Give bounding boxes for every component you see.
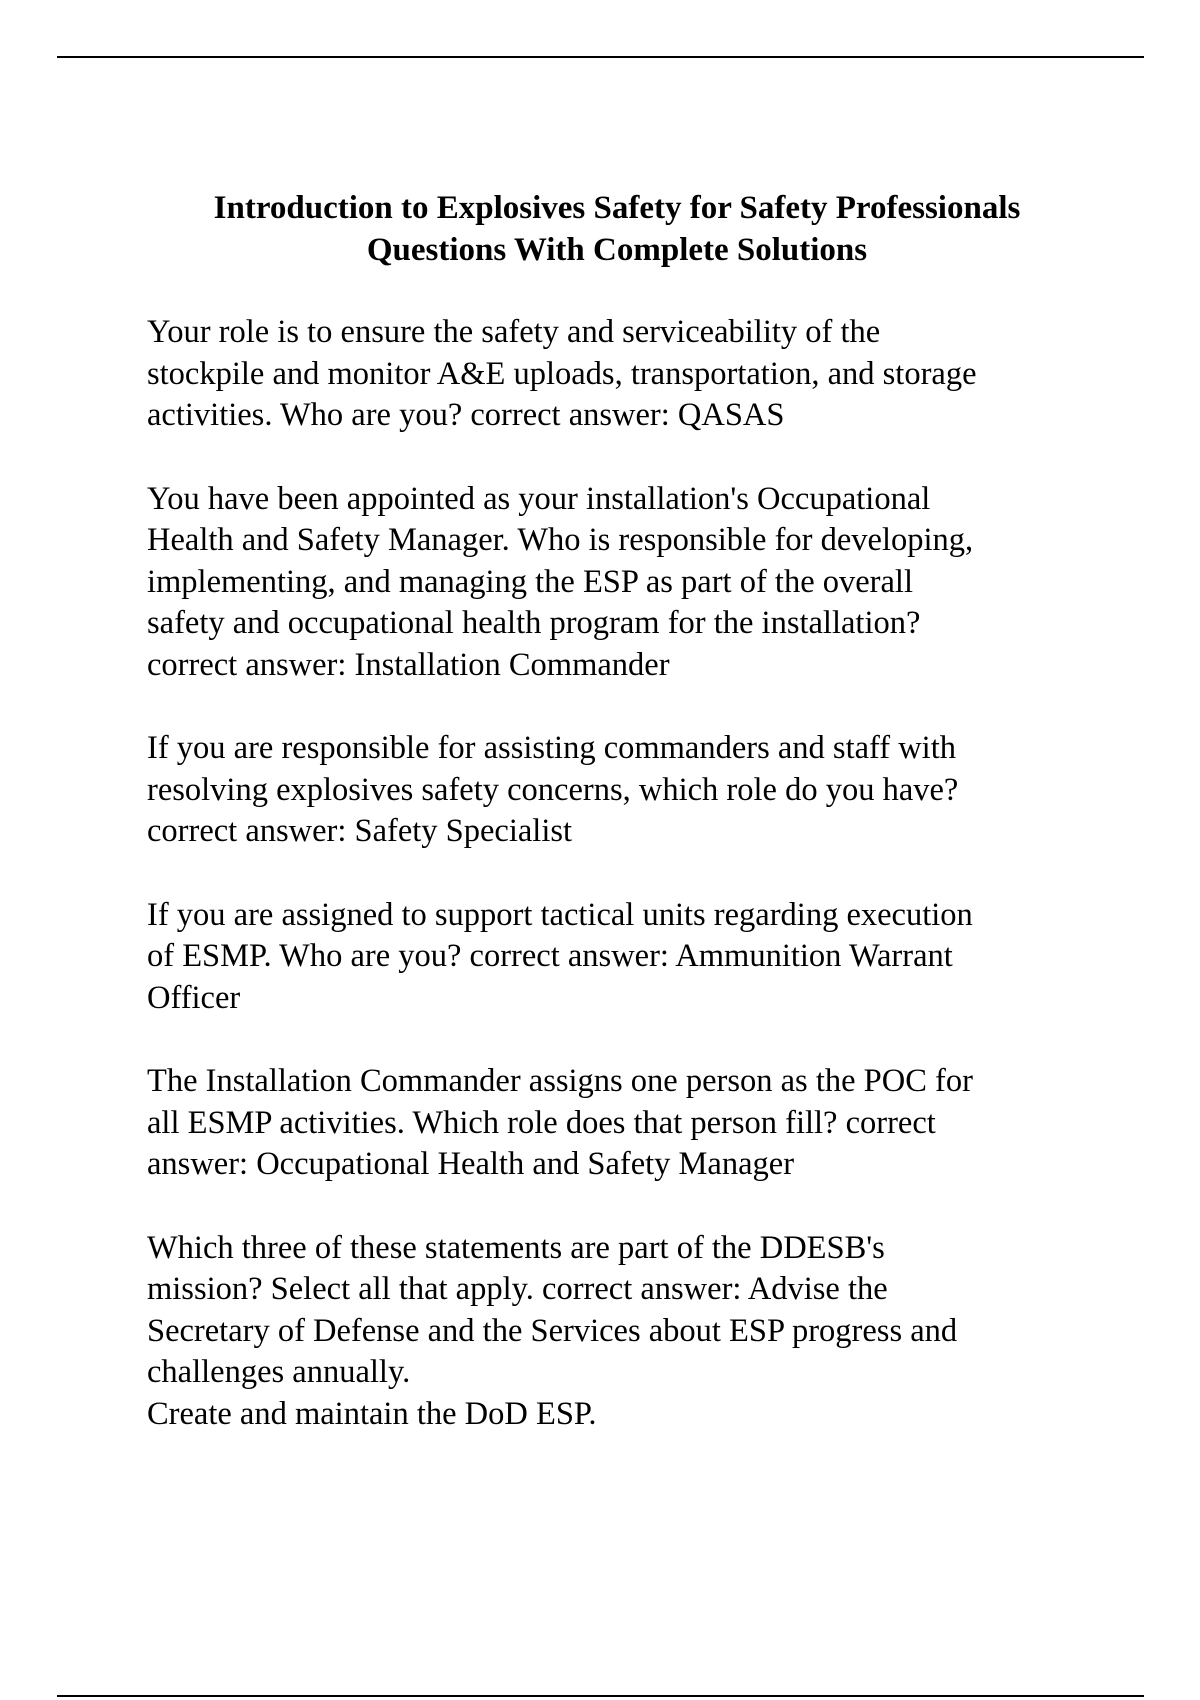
question-line: Your role is to ensure the safety and serviceability of the [147,314,881,350]
title-line: Questions With Complete Solutions [366,232,868,268]
bottom-rule [57,1695,1144,1697]
question-line: Officer [147,979,241,1016]
question-line: stockpile and monitor A&E uploads, transportation, and storage [147,355,977,392]
question-line: Which three of these statements are part of the DDESB's [147,1229,885,1266]
question-item [147,895,1087,1020]
question-line: safety and occupational health program for the installation? [147,605,921,641]
question-line: If you are responsible for assisting commanders and staff with [147,730,956,766]
question-line: Health and Safety Manager. Who is responsible for developing, [147,522,974,558]
document-body [147,187,1087,1477]
question-line: resolving explosives safety concerns, which role do you have? [147,771,959,808]
question-item [147,479,1087,687]
top-rule [57,56,1144,58]
question-line: activities. Who are you? correct answer: QASAS [147,397,785,433]
question-line: answer: Occupational Health and Safety Manager [147,1146,795,1182]
question-line: The Installation Commander assigns one person as the POC for [147,1063,973,1099]
document-title [147,187,1087,271]
question-line: If you are assigned to support tactical units regarding execution [147,896,973,933]
title-line: Introduction to Explosives Safety for Safety Professionals [213,190,1021,226]
question-line: mission? Select all that apply. correct answer: Advise the [147,1271,888,1307]
question-line: of ESMP. Who are you? correct answer: Ammunition Warrant [147,938,953,974]
question-line: correct answer: Installation Commander [147,646,670,683]
question-line: challenges annually. [147,1354,411,1390]
question-line: You have been appointed as your installation's Occupational [147,480,931,517]
question-line: implementing, and managing the ESP as part of the overall [147,563,913,600]
question-item [147,1061,1087,1186]
question-line: Secretary of Defense and the Services about ESP progress and [147,1312,958,1349]
question-item [147,312,1087,437]
question-item [147,728,1087,853]
question-line: all ESMP activities. Which role does that person fill? correct [147,1104,936,1141]
question-list [147,312,1087,1435]
question-item [147,1228,1087,1436]
question-line: Create and maintain the DoD ESP. [147,1395,597,1432]
question-line: correct answer: Safety Specialist [147,813,573,849]
